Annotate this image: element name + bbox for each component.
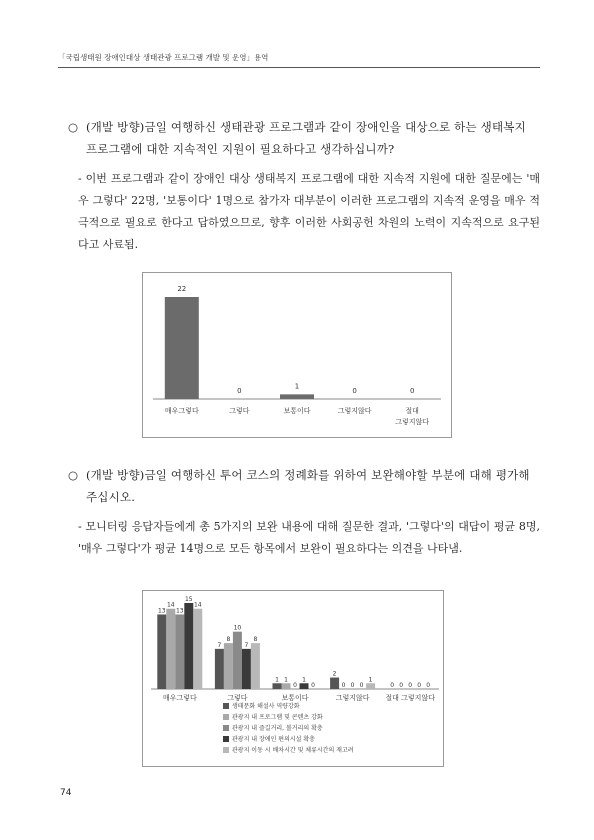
question-1: [68, 116, 538, 160]
legend-swatch: [223, 747, 229, 753]
data-label: 1: [294, 382, 300, 391]
bar: [184, 603, 193, 689]
data-label: 1: [368, 676, 373, 684]
category-label: 그렇다: [229, 407, 250, 415]
data-label: 0: [426, 682, 431, 689]
answer-1-text: - 이번 프로그램과 같이 장애인 대상 생태복지 프로그램에 대한 지속적 지원에 대한 질문에는 '매우 그렇다' 22명, '보통이다' 1명으로 참가자 대부분이 이러한 프로그램의 지속적 운영을 매우 적극적으로 필요로 한다고 답하였으므로, 향후 이러한 사회공헌 차원의 노력이 지속적으로 요구된다고 사료됨.: [78, 172, 540, 251]
category-label: 그렇지않다: [395, 418, 430, 426]
category-label: 보통이다: [281, 694, 309, 702]
data-label: 22: [177, 285, 187, 293]
bar: [157, 614, 166, 689]
data-label: 0: [352, 387, 357, 395]
data-label: 0: [399, 682, 404, 689]
data-label: 8: [253, 636, 258, 644]
data-label: 7: [217, 641, 222, 649]
data-label: 0: [237, 387, 242, 395]
data-label: 0: [417, 682, 422, 689]
category-label: 그렇다: [227, 694, 248, 702]
chart-1-svg: [143, 273, 451, 437]
bar: [166, 609, 175, 689]
bar: [165, 297, 199, 399]
data-label: 13: [157, 607, 166, 615]
document-header: 「국립생태원 장애인대상 생태관광 프로그램 개발 및 운영」용역: [58, 52, 540, 68]
category-label: 보통이다: [283, 407, 311, 415]
answer-2-text: - 모니터링 응답자들에게 총 5가지의 보완 내용에 대해 질문한 결과, '그렇다'의 대답이 평균 8명, '매우 그렇다'가 평균 14명으로 모든 항목에서 보완이 필요하다는 의견을 나타냄.: [78, 520, 540, 555]
bar: [233, 632, 242, 689]
legend-swatch: [223, 714, 229, 720]
bar: [224, 643, 233, 689]
bar: [300, 683, 309, 689]
question-2-text: (개발 방향)금일 여행하신 투어 코스의 정례화를 위하여 보완해야할 부분에 대해 평가해주십시오.: [86, 468, 530, 504]
data-label: 1: [284, 676, 288, 684]
data-label: 0: [408, 682, 413, 689]
question-1-text: (개발 방향)금일 여행하신 생태관광 프로그램과 같이 장애인을 대상으로 하는 생태복지 프로그램에 대한 지속적인 지원이 필요하다고 생각하십니까?: [86, 120, 526, 156]
bar: [282, 683, 291, 689]
data-label: 0: [293, 682, 297, 689]
legend-label: 관광지 내 프로그램 및 콘텐츠 강화: [232, 714, 323, 721]
bar: [330, 678, 339, 689]
chart-2-svg: [143, 591, 443, 766]
data-label: 8: [226, 636, 231, 644]
data-label: 0: [341, 682, 346, 689]
data-label: 10: [233, 624, 242, 632]
data-label: 14: [193, 601, 202, 609]
data-label: 2: [332, 670, 337, 678]
legend-label: 생태문화 해설사 역량강화: [232, 703, 300, 710]
category-label: 그렇지않다: [337, 407, 372, 415]
legend-label: 관광지 내 즐길거리, 볼거리의 확충: [232, 725, 323, 732]
bar: [251, 643, 260, 689]
bar: [175, 614, 184, 689]
bullet-1: ○: [68, 120, 79, 134]
data-label: 0: [350, 682, 355, 689]
data-label: 0: [359, 682, 364, 689]
chart-1: [142, 272, 452, 438]
bar: [193, 609, 202, 689]
chart-2: [142, 590, 444, 767]
data-label: 13: [175, 607, 184, 615]
data-label: 0: [409, 387, 415, 395]
category-label: 매우그렇다: [162, 694, 197, 702]
bar: [215, 649, 224, 689]
category-label: 매우그렇다: [164, 407, 199, 415]
bar: [280, 394, 314, 399]
bullet-2: ○: [68, 468, 79, 482]
question-2: [68, 464, 538, 508]
legend-swatch: [223, 703, 229, 709]
bar: [273, 683, 282, 689]
data-label: 1: [302, 676, 306, 684]
category-label: 절대 그렇지않다: [385, 694, 435, 702]
category-label: 절대: [405, 407, 419, 415]
data-label: 15: [184, 596, 193, 603]
page-number: 74: [60, 788, 72, 798]
data-label: 0: [390, 682, 395, 689]
data-label: 1: [275, 676, 279, 684]
legend-label: 관광지 이동 시 배차시간 및 체류시간의 재고려: [232, 747, 354, 754]
data-label: 0: [311, 682, 315, 689]
legend-swatch: [223, 725, 229, 731]
legend-label: 관광지 내 장애인 편의시설 확충: [232, 736, 315, 743]
legend-swatch: [223, 736, 229, 742]
bar: [366, 683, 375, 689]
data-label: 7: [244, 641, 249, 649]
bar: [242, 649, 251, 689]
data-label: 14: [166, 601, 175, 609]
category-label: 그렇지않다: [335, 694, 370, 702]
